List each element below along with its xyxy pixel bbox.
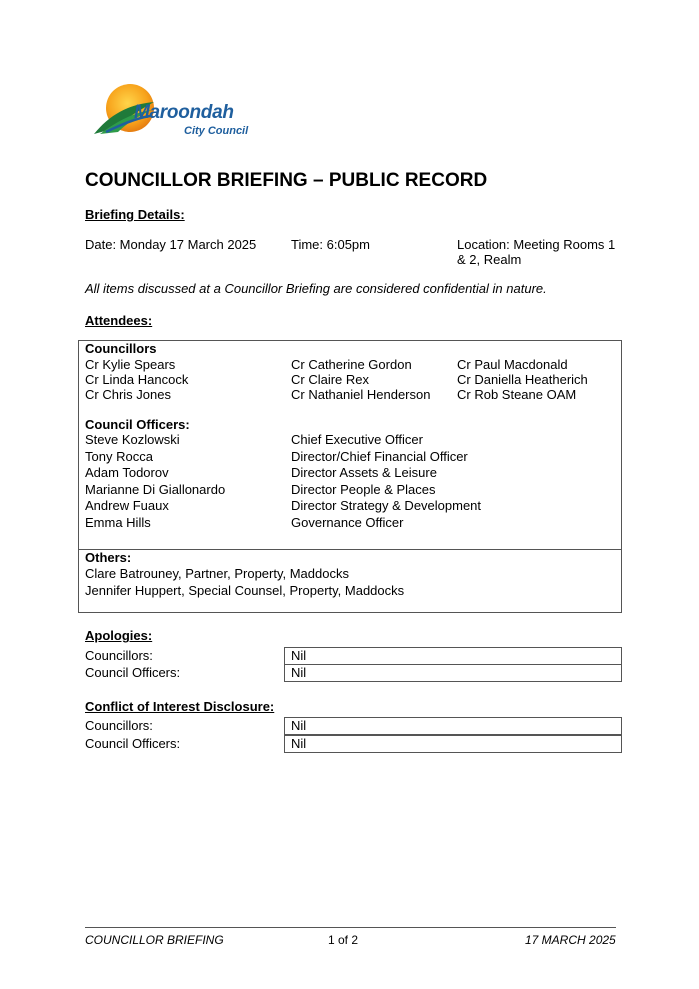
confidentiality-note: All items discussed at a Councillor Briefing are considered confidential in nature. <box>85 281 547 296</box>
officer-name: Tony Rocca <box>85 448 153 464</box>
others-list <box>85 566 404 599</box>
councillor-name: Cr Paul Macdonald <box>457 357 568 372</box>
officer-role: Director/Chief Financial Officer <box>291 448 468 464</box>
briefing-location-line2: & 2, Realm <box>457 252 522 267</box>
councillors-column-3 <box>457 357 588 402</box>
officer-name: Andrew Fuaux <box>85 498 169 514</box>
councillor-name: Cr Rob Steane OAM <box>457 387 577 402</box>
others-heading: Others: <box>85 550 132 565</box>
councillors-heading: Councillors <box>85 341 157 356</box>
councillor-name: Cr Claire Rex <box>291 372 370 387</box>
attendees-heading: Attendees: <box>85 313 153 328</box>
officer-name: Emma Hills <box>85 514 151 530</box>
conflict-officers-value: Nil <box>284 735 622 753</box>
others-divider <box>79 549 621 550</box>
page-title: COUNCILLOR BRIEFING – PUBLIC RECORD <box>85 170 488 191</box>
councillor-name: Cr Chris Jones <box>85 387 171 402</box>
apologies-councillors-value: Nil <box>284 647 622 665</box>
apologies-heading: Apologies: <box>85 628 153 643</box>
apologies-councillors-label: Councillors: <box>85 648 153 663</box>
conflict-councillors-label: Councillors: <box>85 718 153 733</box>
briefing-time: Time: 6:05pm <box>291 237 370 252</box>
briefing-details-heading: Briefing Details: <box>85 207 185 222</box>
conflict-officers-label: Council Officers: <box>85 736 181 751</box>
councillor-name: Cr Kylie Spears <box>85 357 176 372</box>
officer-role: Chief Executive Officer <box>291 432 423 447</box>
officer-role: Governance Officer <box>291 514 404 530</box>
councillor-name: Cr Linda Hancock <box>85 372 189 387</box>
other-attendee: Jennifer Huppert, Special Counsel, Property, Maddocks <box>85 582 405 598</box>
briefing-location-line1: Location: Meeting Rooms 1 <box>457 237 616 252</box>
officer-name: Adam Todorov <box>85 465 169 481</box>
officer-role: Director Assets & Leisure <box>291 465 437 481</box>
logo-subtitle: City Council <box>184 125 249 137</box>
briefing-date: Date: Monday 17 March 2025 <box>85 237 257 252</box>
officer-name: Steve Kozlowski <box>85 432 180 447</box>
officer-roles <box>291 432 481 532</box>
officer-name: Marianne Di Giallonardo <box>85 481 226 497</box>
councillor-name: Cr Daniella Heatherich <box>457 372 588 387</box>
footer-document-title: COUNCILLOR BRIEFING <box>85 933 224 947</box>
footer-divider <box>85 927 616 928</box>
officer-role: Director People & Places <box>291 481 436 497</box>
logo-wordmark: Maroondah <box>134 102 234 123</box>
councillors-column-2 <box>291 357 430 402</box>
apologies-officers-label: Council Officers: <box>85 665 181 680</box>
apologies-officers-value: Nil <box>284 664 622 682</box>
council-officers-heading: Council Officers: <box>85 417 190 432</box>
councillor-name: Cr Catherine Gordon <box>291 357 412 372</box>
conflict-heading: Conflict of Interest Disclosure: <box>85 699 275 714</box>
other-attendee: Clare Batrouney, Partner, Property, Maddocks <box>85 566 349 581</box>
footer-date: 17 MARCH 2025 <box>525 933 616 947</box>
councillor-name: Cr Nathaniel Henderson <box>291 387 431 402</box>
conflict-councillors-value: Nil <box>284 717 622 735</box>
footer-page-number: 1 of 2 <box>328 933 359 947</box>
officer-names <box>85 432 225 532</box>
councillors-column-1 <box>85 357 188 402</box>
maroondah-logo <box>92 82 252 144</box>
officer-role: Director Strategy & Development <box>291 498 482 514</box>
